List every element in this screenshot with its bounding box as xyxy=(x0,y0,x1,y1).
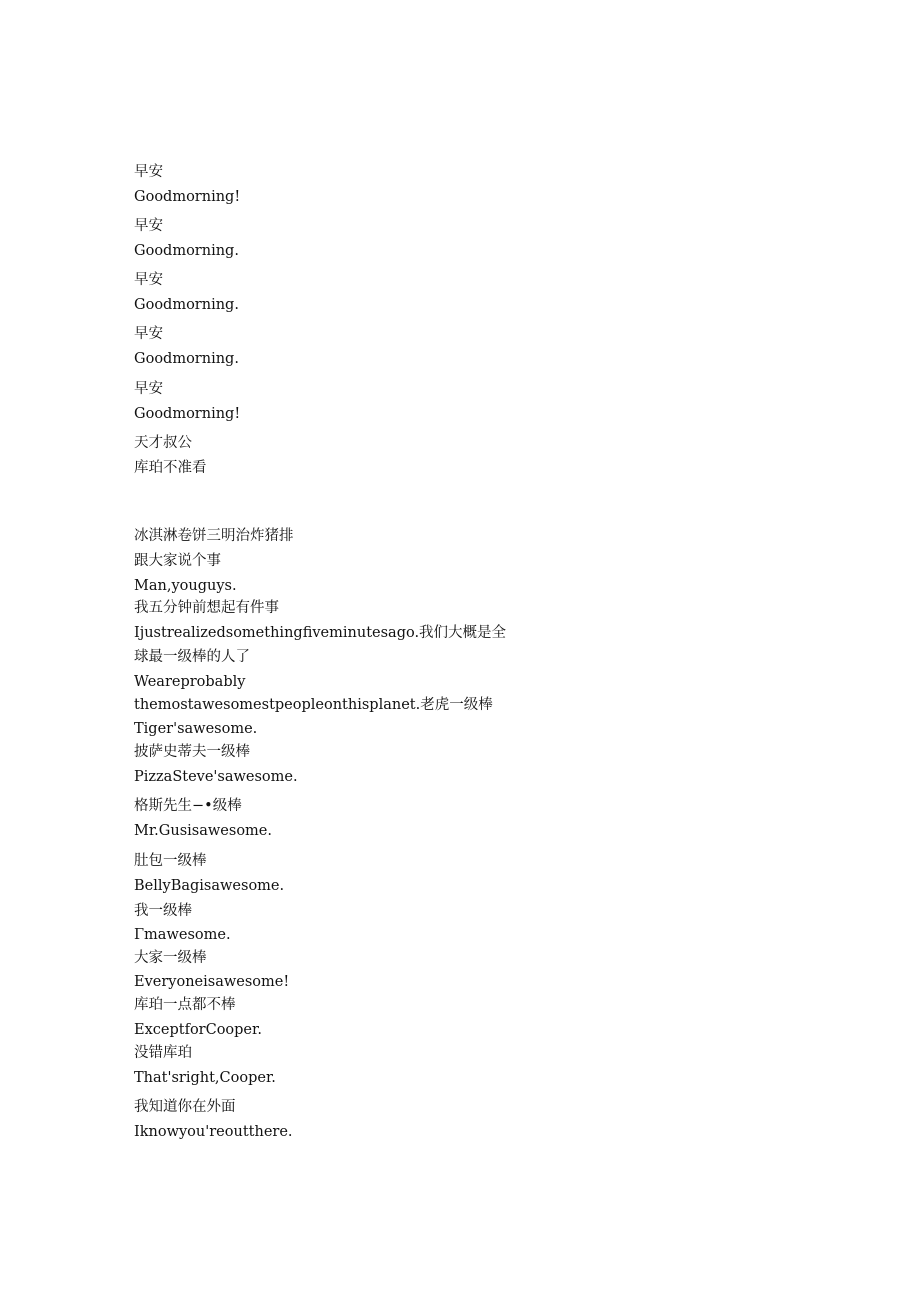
text-line: That'sright,Cooper. xyxy=(134,1070,276,1086)
text-line: Everyoneisawesome! xyxy=(134,974,290,990)
text-line: 我五分钟前想起有件事 xyxy=(134,600,279,616)
text-line: 我一级棒 xyxy=(134,903,192,919)
text-line: 跟大家说个事 xyxy=(134,553,221,569)
text-line: Iknowyou'reoutthere. xyxy=(134,1124,293,1140)
text-line: 早安 xyxy=(134,272,163,288)
text-line: Goodmorning. xyxy=(134,297,239,313)
text-line: 库珀一点都不棒 xyxy=(134,997,236,1013)
text-line: Man,youguys. xyxy=(134,578,237,594)
text-line: 我知道你在外面 xyxy=(134,1099,236,1115)
text-line: Goodmorning. xyxy=(134,351,239,367)
text-line: Mr.Gusisawesome. xyxy=(134,823,272,839)
text-line: Goodmorning! xyxy=(134,189,241,205)
text-line: 早安 xyxy=(134,164,163,180)
text-line: 早安 xyxy=(134,381,163,397)
text-line: 格斯先生−•级棒 xyxy=(134,798,242,814)
text-line: 早安 xyxy=(134,326,163,342)
text-line: Ijustrealizedsomethingfiveminutesago.我们大概是全 xyxy=(134,625,507,641)
text-line: 肚包一级棒 xyxy=(134,853,207,869)
text-line: 库珀不准看 xyxy=(134,460,207,476)
text-line: Goodmorning. xyxy=(134,243,239,259)
text-line: Γmawesome. xyxy=(134,927,231,943)
text-line: 天才叔公 xyxy=(134,435,192,451)
text-line: 球最一级棒的人了 xyxy=(134,649,250,665)
text-line: BellyBagisawesome. xyxy=(134,878,285,894)
text-line: Goodmorning! xyxy=(134,406,241,422)
text-line: 没错库珀 xyxy=(134,1045,192,1061)
text-line: 冰淇淋卷饼三明治炸猪排 xyxy=(134,528,294,544)
text-line: ExceptforCooper. xyxy=(134,1022,262,1038)
text-line: 早安 xyxy=(134,218,163,234)
text-line: 披萨史蒂夫一级棒 xyxy=(134,744,250,760)
text-line: themostawesomestpeopleonthisplanet.老虎一级棒 xyxy=(134,697,493,713)
text-line: Tiger'sawesome. xyxy=(134,721,258,737)
text-line: 大家一级棒 xyxy=(134,950,207,966)
text-line: Weareprobably xyxy=(134,674,246,690)
text-line: PizzaSteve'sawesome. xyxy=(134,769,298,785)
